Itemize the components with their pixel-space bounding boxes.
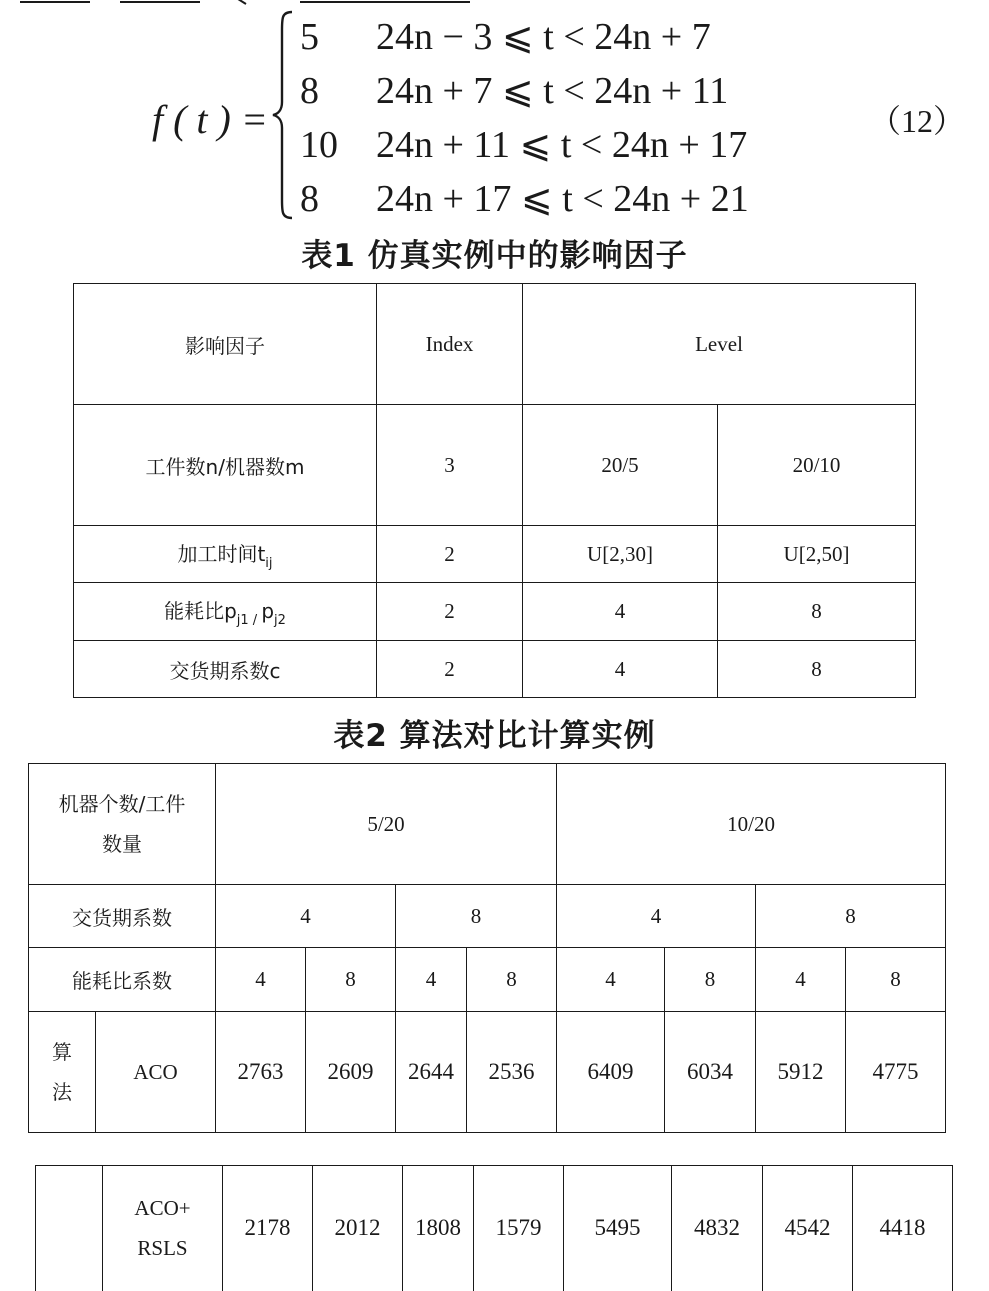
result-cell: 1579 bbox=[474, 1166, 564, 1291]
level-cell: 8 bbox=[718, 641, 916, 698]
delivery-cell: 4 bbox=[216, 885, 396, 948]
energy-cell: 8 bbox=[467, 948, 557, 1012]
algorithm-comparison-table bbox=[28, 763, 946, 1133]
algorithm-name bbox=[103, 1166, 223, 1291]
result-cell: 6034 bbox=[665, 1012, 756, 1133]
delivery-cell: 4 bbox=[557, 885, 756, 948]
level-cell: 20/10 bbox=[718, 405, 916, 526]
table-row bbox=[74, 641, 916, 698]
table-row bbox=[36, 1166, 953, 1291]
index-cell: 2 bbox=[377, 583, 523, 641]
factor-cell bbox=[74, 583, 377, 641]
delivery-cell: 8 bbox=[756, 885, 946, 948]
table2-caption: 表2 算法对比计算实例 bbox=[333, 718, 656, 754]
factor-cell: 交货期系数c bbox=[74, 641, 377, 698]
index-cell: 2 bbox=[377, 641, 523, 698]
case-value: 8 bbox=[300, 178, 319, 220]
energy-cell: 8 bbox=[846, 948, 946, 1012]
header-index: Index bbox=[377, 284, 523, 405]
result-cell: 2609 bbox=[306, 1012, 396, 1133]
energy-cell: 8 bbox=[306, 948, 396, 1012]
algorithm-group-label bbox=[29, 1012, 96, 1133]
result-cell: 5495 bbox=[564, 1166, 672, 1291]
table-header-row bbox=[74, 284, 916, 405]
energy-cell: 4 bbox=[216, 948, 306, 1012]
level-cell: U[2,30] bbox=[523, 526, 718, 583]
empty-cell bbox=[36, 1166, 103, 1291]
result-cell: 4775 bbox=[846, 1012, 946, 1133]
table-row bbox=[29, 1012, 946, 1133]
level-cell: 4 bbox=[523, 583, 718, 641]
result-cell: 4542 bbox=[763, 1166, 853, 1291]
algorithm-name: ACO bbox=[96, 1012, 216, 1133]
level-cell: U[2,50] bbox=[718, 526, 916, 583]
energy-coefficient-row bbox=[29, 948, 946, 1012]
delivery-coefficient-row bbox=[29, 885, 946, 948]
delivery-cell: 8 bbox=[396, 885, 557, 948]
factor-text: 能耗比p bbox=[164, 599, 237, 623]
energy-cell: 4 bbox=[396, 948, 467, 1012]
result-cell: 4832 bbox=[672, 1166, 763, 1291]
factor-subscript: j1 / bbox=[236, 613, 262, 628]
level-cell: 4 bbox=[523, 641, 718, 698]
factor-subscript: j2 bbox=[274, 613, 286, 628]
index-cell: 3 bbox=[377, 405, 523, 526]
result-cell: 6409 bbox=[557, 1012, 665, 1133]
case-condition: 24n + 17 ⩽ t < 24n + 21 bbox=[376, 178, 749, 220]
factor-cell bbox=[74, 526, 377, 583]
table1-caption: 表1 仿真实例中的影响因子 bbox=[301, 238, 688, 274]
header-group-10-20: 10/20 bbox=[557, 764, 946, 885]
algorithm-label-line: 法 bbox=[52, 1080, 72, 1104]
algorithm-label-line: 算 bbox=[52, 1040, 72, 1064]
result-cell: 2763 bbox=[216, 1012, 306, 1133]
header-level: Level bbox=[523, 284, 916, 405]
result-cell: 2012 bbox=[313, 1166, 403, 1291]
table-row bbox=[74, 583, 916, 641]
energy-label: 能耗比系数 bbox=[29, 948, 216, 1012]
left-brace bbox=[272, 10, 294, 220]
factor-text-tail: p bbox=[261, 599, 275, 623]
piecewise-equation bbox=[0, 0, 989, 230]
result-cell: 4418 bbox=[853, 1166, 953, 1291]
level-cell: 20/5 bbox=[523, 405, 718, 526]
algorithm-name-line: ACO+ bbox=[134, 1196, 191, 1221]
table-row bbox=[74, 526, 916, 583]
factor-subscript: ij bbox=[265, 555, 273, 571]
header-machine-job: 机器个数/工件数量 bbox=[29, 764, 216, 885]
factor-cell: 工件数n/机器数m bbox=[74, 405, 377, 526]
case-value: 8 bbox=[300, 70, 319, 112]
table-row bbox=[74, 405, 916, 526]
equation-lhs: f ( t ) = bbox=[152, 97, 268, 142]
case-value: 5 bbox=[300, 16, 319, 58]
case-condition: 24n − 3 ⩽ t < 24n + 7 bbox=[376, 16, 711, 58]
index-cell: 2 bbox=[377, 526, 523, 583]
result-cell: 1808 bbox=[403, 1166, 474, 1291]
energy-cell: 8 bbox=[665, 948, 756, 1012]
impact-factor-table bbox=[73, 283, 916, 698]
case-condition: 24n + 7 ⩽ t < 24n + 11 bbox=[376, 70, 729, 112]
result-cell: 2536 bbox=[467, 1012, 557, 1133]
equation-number: （12） bbox=[868, 103, 965, 139]
level-cell: 8 bbox=[718, 583, 916, 641]
energy-cell: 4 bbox=[557, 948, 665, 1012]
algorithm-comparison-table-continued bbox=[35, 1165, 953, 1291]
case-condition: 24n + 11 ⩽ t < 24n + 17 bbox=[376, 124, 748, 166]
algorithm-name-line: RSLS bbox=[137, 1236, 188, 1261]
energy-cell: 4 bbox=[756, 948, 846, 1012]
case-value: 10 bbox=[300, 124, 338, 166]
cropped-previous-line bbox=[0, 0, 500, 6]
factor-text: 加工时间t bbox=[177, 541, 266, 566]
delivery-label: 交货期系数 bbox=[29, 885, 216, 948]
table-header-row bbox=[29, 764, 946, 885]
result-cell: 2644 bbox=[396, 1012, 467, 1133]
header-group-5-20: 5/20 bbox=[216, 764, 557, 885]
header-factor: 影响因子 bbox=[74, 284, 377, 405]
result-cell: 5912 bbox=[756, 1012, 846, 1133]
result-cell: 2178 bbox=[223, 1166, 313, 1291]
